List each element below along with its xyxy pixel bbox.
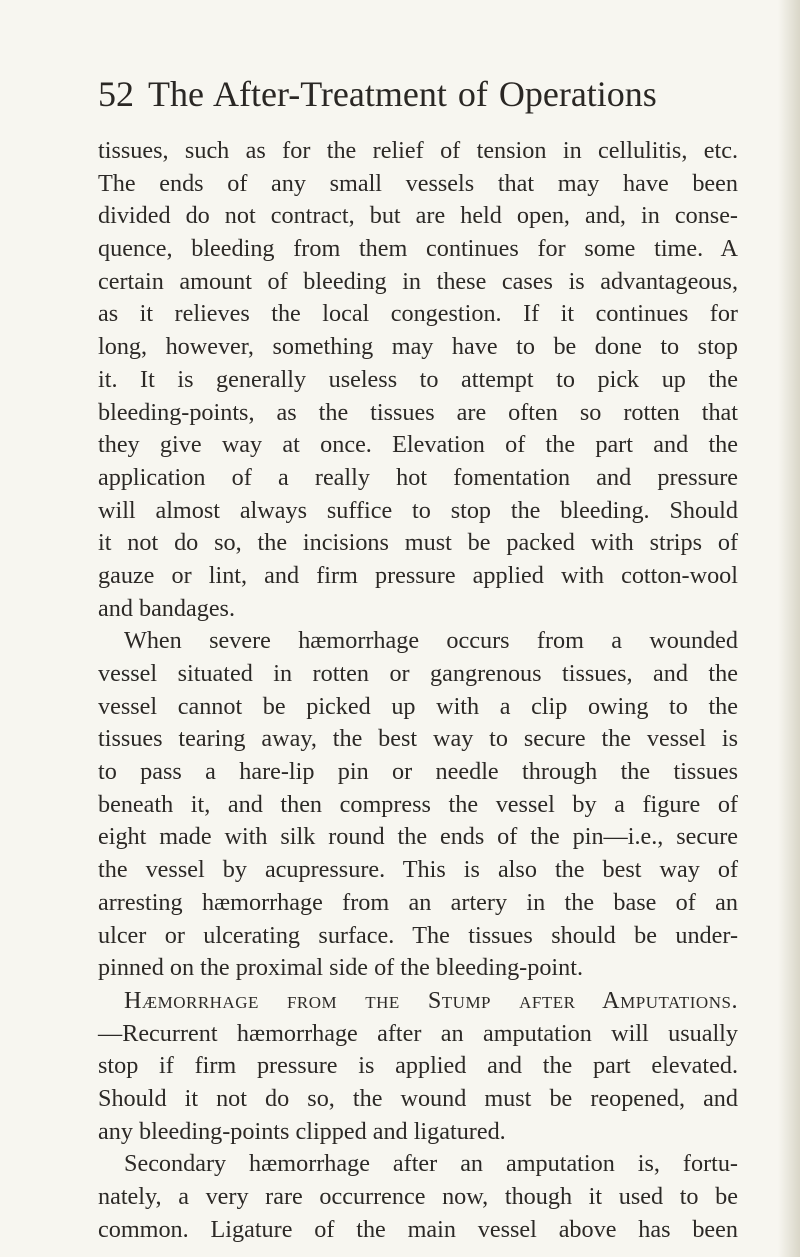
text-line: vessel situated in rotten or gangrenous tissues, and the xyxy=(98,660,738,687)
text-line: certain amount of bleeding in these cases is advantageous, xyxy=(98,267,738,295)
text-line: The ends of any small vessels that may have been xyxy=(98,169,738,197)
text-line: it. It is generally useless to attempt to pick up the xyxy=(98,365,738,393)
running-header xyxy=(98,72,718,116)
text-line: beneath it, and then compress the vessel by a figure of xyxy=(98,790,738,818)
text-line: they give way at once. Elevation of the part and the xyxy=(98,431,738,459)
text-line: vessel cannot be picked up with a clip owing to the xyxy=(98,692,738,720)
text-line: it not do so, the incisions must be packed with strips of xyxy=(98,529,738,557)
text-line: any bleeding-points clipped and ligatured. xyxy=(98,1117,506,1145)
text-line: stop if firm pressure is applied and the part elevated. xyxy=(98,1052,738,1080)
text-line: long, however, something may have to be done to stop xyxy=(98,333,738,361)
running-title: The After-Treatment of Operations xyxy=(148,74,657,114)
text-line: nately, a very rare occurrence now, though it used to be xyxy=(98,1183,738,1210)
text-line: bleeding-points, as the tissues are often so rotten that xyxy=(98,398,738,426)
text-line: the vessel by acupressure. This is also the best way of xyxy=(98,856,738,884)
text-line: application of a really hot fomentation and pressure xyxy=(98,463,738,491)
text-line: divided do not contract, but are held open, and, in conse- xyxy=(98,202,738,230)
text-line: pinned on the proximal side of the bleeding-point. xyxy=(98,954,583,982)
text-line: to pass a hare-lip pin or needle through the tissues xyxy=(98,758,738,786)
paragraph-start-line: Secondary hæmorrhage after an amputation is, fortu- xyxy=(124,1150,738,1178)
text-line: tissues tearing away, the best way to secure the vessel is xyxy=(98,725,738,753)
body-text xyxy=(98,135,738,1246)
text-line: gauze or lint, and firm pressure applied with cotton-wool xyxy=(98,561,738,589)
text-line: —Recurrent hæmorrhage after an amputation will usually xyxy=(98,1019,738,1047)
text-line: ulcer or ulcerating surface. The tissues should be under- xyxy=(98,921,738,949)
paragraph-start-line: When severe hæmorrhage occurs from a wounded xyxy=(124,627,738,655)
text-line: arresting hæmorrhage from an artery in the base of an xyxy=(98,888,738,916)
page-number: 52 xyxy=(98,74,134,114)
text-line: tissues, such as for the relief of tension in cellulitis, etc. xyxy=(98,137,738,164)
text-line: eight made with silk round the ends of the pin—i.e., secure xyxy=(98,823,738,851)
text-line: common. Ligature of the main vessel above has been xyxy=(98,1215,738,1243)
text-line: as it relieves the local congestion. If it continues for xyxy=(98,300,738,328)
page-edge-shadow xyxy=(778,0,800,1257)
section-heading-line: Hæmorrhage from the Stump after Amputations. xyxy=(124,986,738,1014)
text-line: quence, bleeding from them continues for some time. A xyxy=(98,235,738,263)
text-line: will almost always suffice to stop the bleeding. Should xyxy=(98,496,738,524)
text-line: and bandages. xyxy=(98,594,236,622)
text-line: Should it not do so, the wound must be reopened, and xyxy=(98,1084,738,1112)
